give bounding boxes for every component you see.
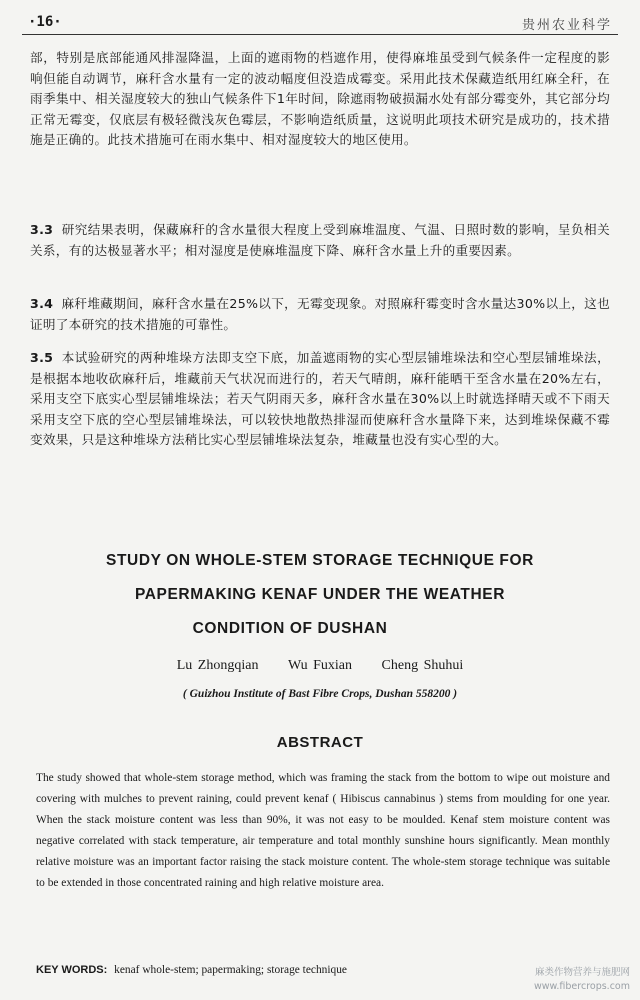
abstract-heading: ABSTRACT xyxy=(276,734,364,751)
section-number: 3.4 xyxy=(30,296,54,311)
author-name: Wu Fuxian xyxy=(287,658,353,673)
author-list xyxy=(0,658,640,674)
abstract-text: The study showed that whole-stem storage method, which was framing the stack from the bottom to wipe out moisture and covering with mulches to prevent raining, could prevent kenaf ( Hibiscus cannabinus ) stems from moulding for one year. When the stack moisture content was less than 90%, it was not easy to be moulded. Kenaf stem moisture content was negative correlated with stack temperature, air temperature and total monthly sunshine hours significantly. Mean monthly relative moisture was an important factor raising the stack moisture content. The whole-stem storage technique was suitable to be extended in those concentrated raining and high relative moisture area. xyxy=(36,772,610,889)
english-title-line-3: CONDITION OF DUSHAN xyxy=(192,620,388,637)
affiliation: ( Guizhou Institute of Bast Fibre Crops, Dushan 558200 ) xyxy=(182,688,458,700)
journal-name: 贵州农业科学 xyxy=(521,18,612,33)
section-number: 3.5 xyxy=(30,350,54,365)
author-name: Cheng Shuhui xyxy=(381,658,464,673)
section-3-5 xyxy=(30,348,610,451)
english-title-line-2: PAPERMAKING KENAF UNDER THE WEATHER xyxy=(134,586,506,603)
intro-text: 部，特别是底部能通风排湿降温，上面的遮雨物的档遮作用，使得麻堆虽受到气候条件一定程度的影响但能自动调节，麻秆含水量有一定的波动幅度但没造成霉变。采用此技术保藏造纸用红麻全秆，在雨季集中、相关湿度较大的独山气候条件下1年时间，除遮雨物破损漏水处有部分霉变外，其它部分均正常无霉变，仅底层有极轻微浅灰色霉层，不影响造纸质量，这说明此项技术研究是成功的，技术措施是正确的。此技术措施可在雨水集中、相对湿度较大的地区使用。 xyxy=(30,50,610,147)
section-text: 研究结果表明，保藏麻秆的含水量很大程度上受到麻堆温度、气温、日照时数的影响，呈负相关关系，有的达极显著水平；相对湿度是使麻堆温度下降、麻秆含水量上升的重要因素。 xyxy=(30,222,610,258)
section-3-4 xyxy=(30,294,610,335)
page-number: ·16· xyxy=(28,14,62,30)
watermark-line-2: www.fibercrops.com xyxy=(533,981,630,992)
watermark xyxy=(534,966,630,994)
section-text: 本试验研究的两种堆垛方法即支空下底，加盖遮雨物的实心型层铺堆垛法和空心型层铺堆垛法，是根据本地收砍麻秆后，堆藏前天气状况而进行的，若天气晴朗，麻秆能晒干至含水量在20%左右，采用支空下底实心型层铺堆垛法；若天气阴雨天多，麻秆含水量在30%以上时就选择晴天或不下雨天采用支空下底的空心型层铺堆垛法，可以较快地散热排湿而使麻秆含水量降下来，达到堆垛保藏不霉变效果，只是这种堆垛方法稍比实心型层铺堆垛法复杂，堆藏量也没有实心型的大。 xyxy=(30,350,610,447)
author-name: Lu Zhongqian xyxy=(176,658,259,673)
english-title-line-1: STUDY ON WHOLE-STEM STORAGE TECHNIQUE FOR xyxy=(106,552,534,569)
keywords-label: KEY WORDS: xyxy=(36,964,108,976)
keywords xyxy=(36,964,610,976)
intro-paragraph xyxy=(30,48,610,151)
watermark-line-1: 麻类作物营养与施肥网 xyxy=(534,967,630,978)
page-header xyxy=(22,12,618,35)
section-number: 3.3 xyxy=(30,222,54,237)
section-text: 麻秆堆藏期间，麻秆含水量在25%以下，无霉变现象。对照麻秆霉变时含水量达30%以上，这也证明了本研究的技术措施的可靠性。 xyxy=(30,296,610,332)
keywords-text: kenaf whole-stem; papermaking; storage technique xyxy=(114,964,347,976)
section-3-3 xyxy=(30,220,610,261)
